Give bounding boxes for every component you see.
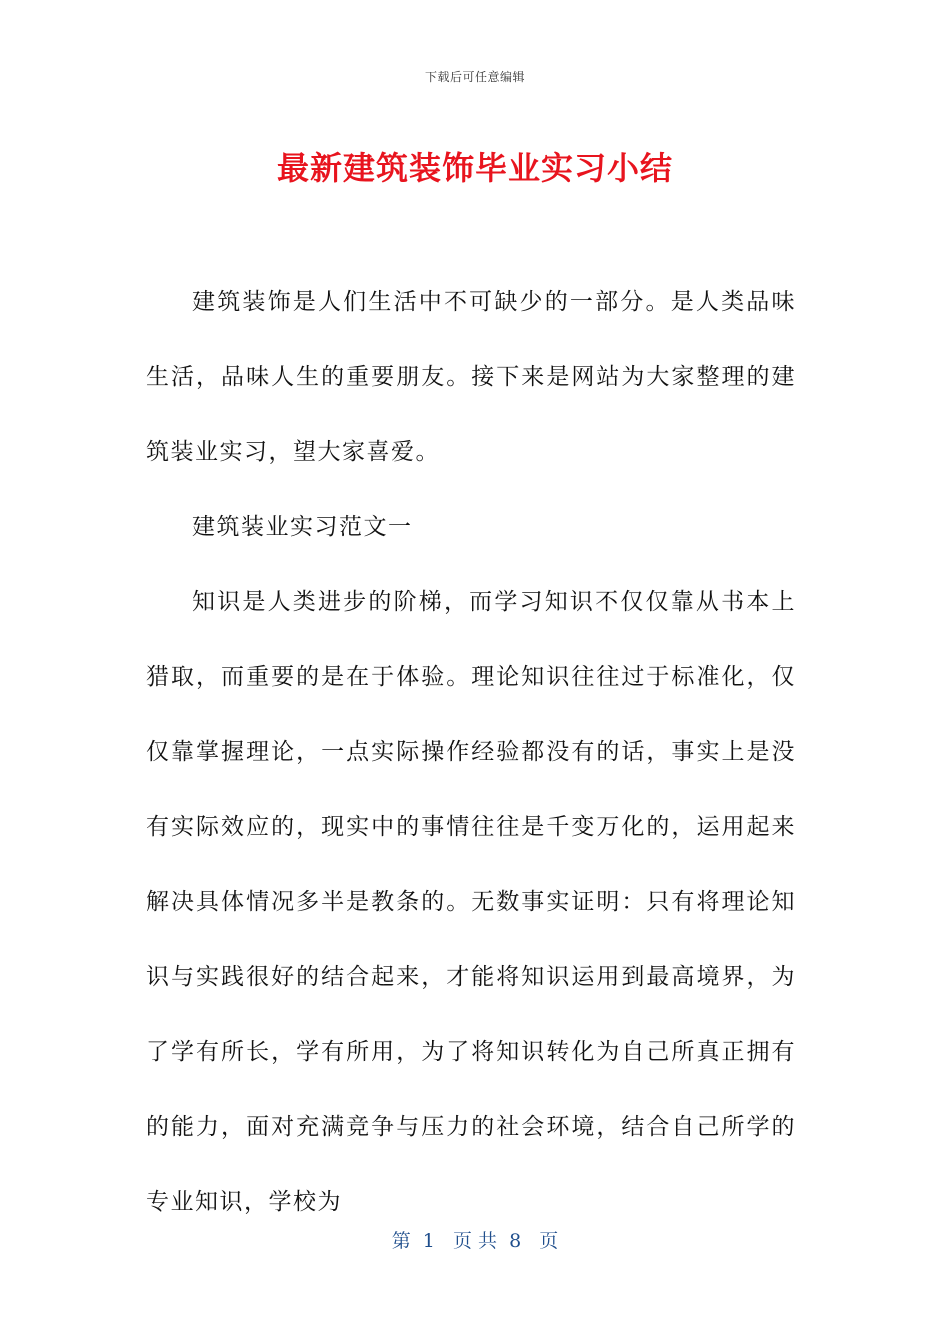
page-number-footer: 第 1 页 共 8 页 bbox=[391, 1230, 559, 1252]
intro-paragraph: 建筑装饰是人们生活中不可缺少的一部分。是人类品味生活，品味人生的重要朋友。接下来是网站为大家整理的建筑装业实习，望大家喜爱。 bbox=[146, 289, 796, 465]
document-title: 最新建筑装饰毕业实习小结 bbox=[276, 149, 673, 187]
section-heading: 建筑装业实习范文一 bbox=[192, 514, 413, 540]
document-body bbox=[146, 265, 796, 1240]
header-note: 下载后可任意编辑 bbox=[424, 70, 525, 84]
body-paragraph: 知识是人类进步的阶梯，而学习知识不仅仅靠从书本上猎取，而重要的是在于体验。理论知识往往过于标准化，仅仅靠掌握理论，一点实际操作经验都没有的话，事实上是没有实际效应的，现实中的事情往往是千变万化的，运用起来解决具体情况多半是教条的。无数事实证明：只有将理论知识与实践很好的结合起来，才能将知识运用到最高境界，为了学有所长，学有所用，为了将知识转化为自己所真正拥有的能力，面对充满竞争与压力的社会环境，结合自己所学的专业知识，学校为 bbox=[146, 589, 796, 1215]
